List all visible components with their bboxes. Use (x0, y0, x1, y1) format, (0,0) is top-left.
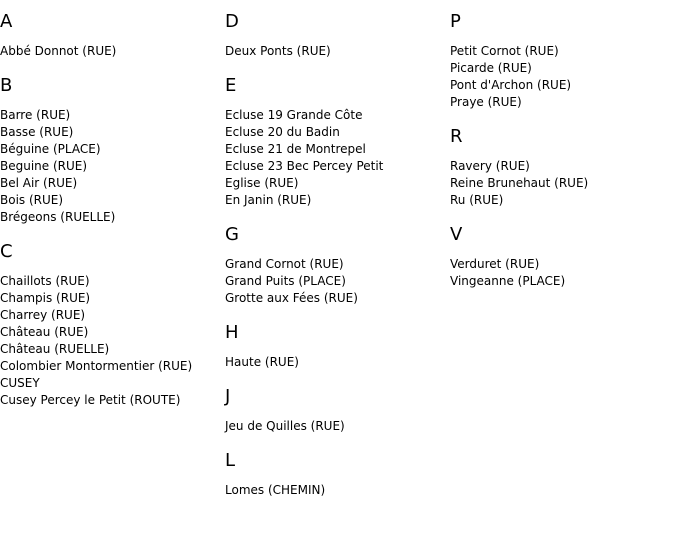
letter-heading: R (450, 126, 463, 147)
street-link[interactable]: Ecluse 21 de Montrepel (225, 142, 366, 156)
street-link[interactable]: Château (RUELLE) (0, 342, 110, 356)
letter-group-r (450, 125, 675, 209)
street-link[interactable]: Reine Brunehaut (RUE) (450, 176, 589, 190)
letter-group-b (0, 74, 225, 226)
street-link[interactable]: Champis (RUE) (0, 291, 91, 305)
street-link[interactable]: Pont d'Archon (RUE) (450, 78, 572, 92)
street-link[interactable]: Ecluse 20 du Badin (225, 125, 340, 139)
letter-heading: H (225, 322, 239, 343)
letter-heading: G (225, 224, 239, 245)
index-column-3 (450, 10, 675, 513)
street-link[interactable]: Chaillots (RUE) (0, 274, 90, 288)
street-link[interactable]: Praye (RUE) (450, 95, 522, 109)
letter-heading: L (225, 450, 236, 471)
street-link[interactable]: Eglise (RUE) (225, 176, 299, 190)
street-link[interactable]: Barre (RUE) (0, 108, 71, 122)
street-link[interactable]: En Janin (RUE) (225, 193, 312, 207)
street-link[interactable]: Ecluse 23 Bec Percey Petit (225, 159, 384, 173)
letter-heading: D (225, 11, 239, 32)
street-link[interactable]: Lomes (CHEMIN) (225, 483, 326, 497)
street-link[interactable]: Haute (RUE) (225, 355, 299, 369)
street-link[interactable]: Vingeanne (PLACE) (450, 274, 566, 288)
street-link[interactable]: Grand Cornot (RUE) (225, 257, 344, 271)
letter-heading: A (0, 11, 13, 32)
letter-heading: P (450, 11, 461, 32)
letter-heading: E (225, 75, 237, 96)
street-link[interactable]: Bel Air (RUE) (0, 176, 78, 190)
letter-group-g (225, 223, 450, 307)
letter-group-d (225, 10, 450, 60)
street-link[interactable]: Colombier Montormentier (RUE) (0, 359, 193, 373)
street-link[interactable]: Petit Cornot (RUE) (450, 44, 559, 58)
letter-group-v (450, 223, 675, 290)
street-link[interactable]: Basse (RUE) (0, 125, 74, 139)
street-link[interactable]: Grotte aux Fées (RUE) (225, 291, 358, 305)
street-link[interactable]: Château (RUE) (0, 325, 89, 339)
letter-group-e (225, 74, 450, 209)
street-link[interactable]: Charrey (RUE) (0, 308, 86, 322)
street-link[interactable]: Beguine (RUE) (0, 159, 88, 173)
street-link[interactable]: Ravery (RUE) (450, 159, 530, 173)
street-link[interactable]: Jeu de Quilles (RUE) (225, 419, 345, 433)
letter-group-l (225, 449, 450, 499)
street-link[interactable]: Deux Ponts (RUE) (225, 44, 331, 58)
letter-group-j (225, 385, 450, 435)
letter-group-h (225, 321, 450, 371)
street-link[interactable]: Ecluse 19 Grande Côte (225, 108, 363, 122)
letter-group-a (0, 10, 225, 60)
street-link[interactable]: Brégeons (RUELLE) (0, 210, 116, 224)
street-link[interactable]: Picarde (RUE) (450, 61, 532, 75)
letter-heading: J (225, 386, 231, 407)
letter-heading: V (450, 224, 463, 245)
letter-group-p (450, 10, 675, 111)
letter-heading: C (0, 241, 13, 262)
street-link[interactable]: CUSEY (0, 376, 40, 390)
street-link[interactable]: Cusey Percey le Petit (ROUTE) (0, 393, 181, 407)
street-link[interactable]: Grand Puits (PLACE) (225, 274, 346, 288)
street-link[interactable]: Ru (RUE) (450, 193, 504, 207)
street-index (0, 10, 675, 513)
street-link[interactable]: Béguine (PLACE) (0, 142, 101, 156)
index-column-1 (0, 10, 225, 513)
street-link[interactable]: Verduret (RUE) (450, 257, 540, 271)
letter-heading: B (0, 75, 13, 96)
letter-group-c (0, 240, 225, 409)
street-link[interactable]: Bois (RUE) (0, 193, 64, 207)
street-link[interactable]: Abbé Donnot (RUE) (0, 44, 117, 58)
index-column-2 (225, 10, 450, 513)
